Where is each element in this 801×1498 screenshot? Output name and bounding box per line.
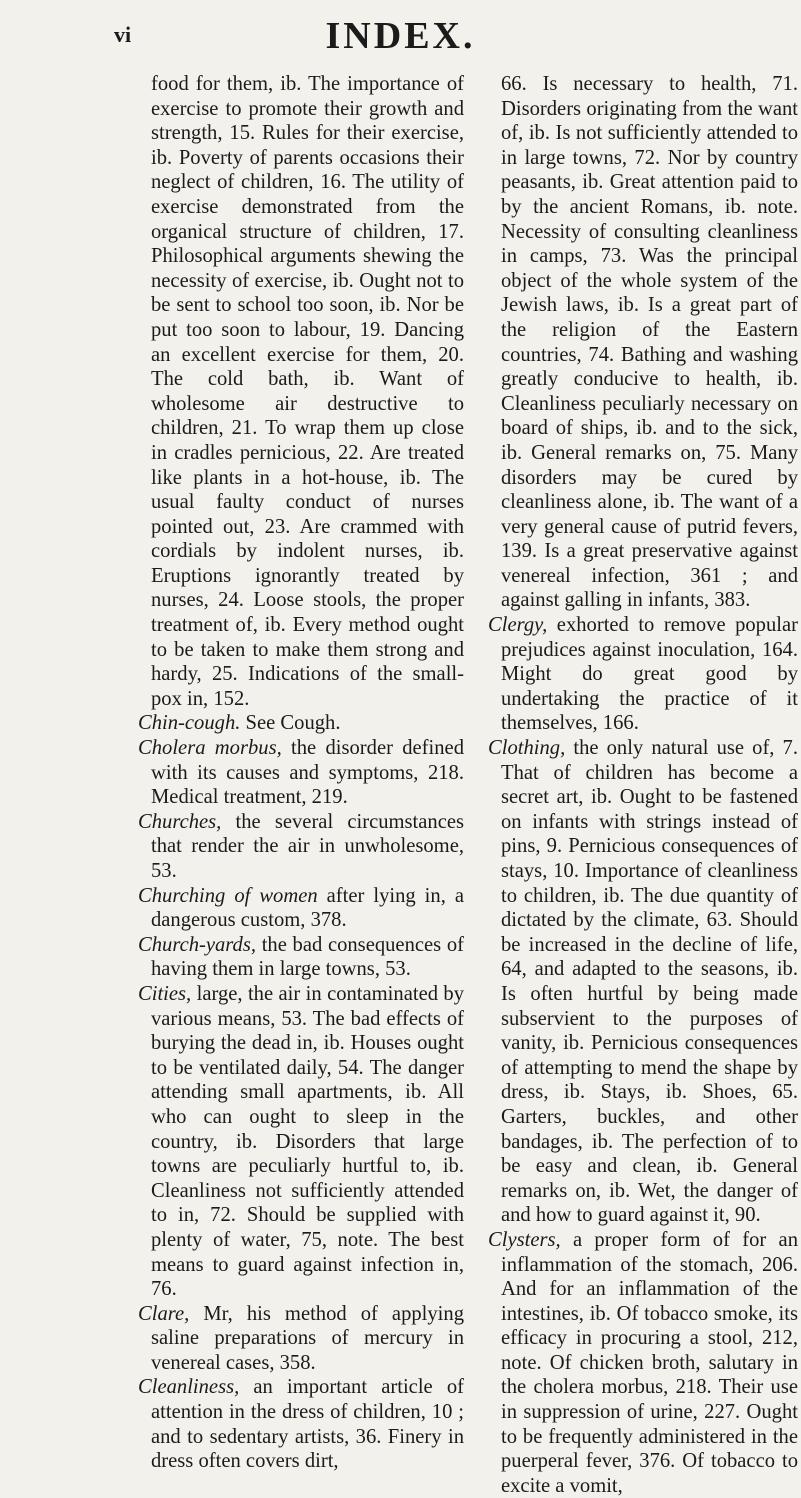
index-entry — [138, 736, 464, 810]
entry-heading: Clare, — [138, 1302, 190, 1325]
index-entry — [138, 711, 464, 736]
entry-heading: Cities, — [138, 982, 192, 1005]
entry-text: a proper form of for an inflammation of the stomach, 206. And for an inflammation of the intestines, ib. Of tobacco smoke, its efficacy in procuring a stool, 212, note. Of chicken broth, salutary in the cholera morbus, 218. Their use in suppression of urine, 227. Ought to be frequently administered in the puerperal fever, 376. Of tobacco to excite a vomit, — [501, 1228, 798, 1497]
entry-text: large, the air in contaminated by various means, 53. The bad effects of burying the dead in, ib. Houses ought to be ventilated daily, 54. The danger attending small apartments, ib. All who can ought to sleep in the country, ib. Disorders that large towns are peculiarly hurtful to, ib. Cleanliness not sufficiently attended to in, 72. Should be supplied with plenty of water, 75, note. The best means to guard against infection in, 76. — [151, 982, 464, 1301]
entry-heading: Clergy, — [488, 614, 548, 637]
running-head: INDEX. — [325, 15, 476, 57]
entry-text: exhorted to remove popular prejudices against inoculation, 164. Might do great good by undertaking the practice of it themselves, 166. — [501, 614, 798, 735]
entry-heading: Cleanliness, — [138, 1376, 240, 1399]
index-entry — [138, 884, 464, 933]
entry-text: See Cough. — [240, 712, 341, 735]
page-header — [0, 14, 801, 58]
index-entry — [488, 613, 798, 736]
entry-heading: Churches, — [138, 810, 222, 833]
index-entry — [138, 810, 464, 884]
right-entries — [488, 613, 798, 1498]
page-number: vi — [114, 22, 132, 47]
entry-text: the only natural use of, 7. That of children has become a secret art, ib. Ought to be fastened on infants with strings instead of pins, 9. Pernicious consequences of stays, 10. Importance of cleanliness to children, ib. The due quantity of dictated by the climate, 63. Should be increased in the decline of life, 64, and adapted to the seasons, ib. Is often hurtful by being made subservient to the purposes of vanity, ib. Pernicious consequences of attempting to mend the shape by dress, ib. Stays, ib. Shoes, 65. Garters, buckles, and other bandages, ib. The perfection of to be easy and clean, ib. General remarks on, ib. Wet, the danger of and how to guard against it, 90. — [501, 737, 798, 1227]
index-entry — [488, 1228, 798, 1498]
entry-heading: Church-yards, — [138, 933, 257, 956]
continuation-text: food for them, ib. The importance of exercise to promote their growth and strength, 15. Rules for their exercise, ib. Poverty of parents occasions their neglect of children, 16. The utility of exercise demonstrated from the organical structure of children, 17. Philosophical arguments shewing the necessity of exercise, ib. Ought not to be sent to school too soon, ib. Nor be put too soon to labour, 19. Dancing an excellent exercise for them, 20. The cold bath, ib. Want of wholesome air destructive to children, 21. To wrap them up close in cradles pernicious, 22. Are treated like plants in a hot-house, ib. The usual faulty conduct of nurses pointed out, 23. Are crammed with cordials by indolent nurses, ib. Eruptions ignorantly treated by nurses, 24. Loose stools, the proper treatment of, ib. Every method ought to be taken to make them strong and hardy, 25. Indications of the small-pox in, 152. — [151, 73, 464, 710]
index-entry — [138, 1302, 464, 1376]
entry-text: the several circumstances that render the air in unwholesome, 53. — [151, 810, 464, 882]
right-column — [488, 72, 798, 1498]
entry-text: an important article of attention in the dress of children, 10 ; and to sedentary artists, 36. Finery in dress often covers dirt, — [151, 1376, 464, 1473]
left-column — [138, 72, 464, 1474]
index-entry — [488, 736, 798, 1228]
entry-heading: Clysters, — [488, 1228, 561, 1251]
entry-heading: Churching of women — [138, 884, 318, 907]
entry-text: the disorder defined with its causes and symptoms, 218. Medical treatment, 219. — [151, 737, 464, 809]
entry-text: the bad consequences of having them in large towns, 53. — [151, 933, 464, 981]
entry-text: after lying in, a dangerous custom, 378. — [151, 884, 464, 932]
entry-heading: Clothing, — [488, 737, 566, 760]
left-entries — [138, 711, 464, 1473]
index-entry — [138, 982, 464, 1302]
entry-text: Mr, his method of applying saline preparations of mercury in venereal cases, 358. — [151, 1302, 464, 1374]
continuation-text: 66. Is necessary to health, 71. Disorders originating from the want of, ib. Is not sufficiently attended to in large towns, 72. Nor by country peasants, ib. Great attention paid to by the ancient Romans, ib. note. Necessity of consulting cleanliness in camps, 73. Was the principal object of the whole system of the Jewish laws, ib. Is a great part of the religion of the Eastern countries, 74. Bathing and washing greatly conducive to health, ib. Cleanliness peculiarly necessary on board of ships, ib. and to the sick, ib. General remarks on, 75. Many disorders may be cured by cleanliness alone, ib. The want of a very general cause of putrid fevers, 139. Is a great preservative against venereal infection, 361 ; and against galling in infants, 383. — [501, 73, 798, 612]
index-entry — [138, 933, 464, 982]
entry-heading: Cholera morbus, — [138, 737, 282, 760]
entry-heading: Chin-cough. — [138, 712, 241, 735]
index-entry — [138, 1375, 464, 1473]
